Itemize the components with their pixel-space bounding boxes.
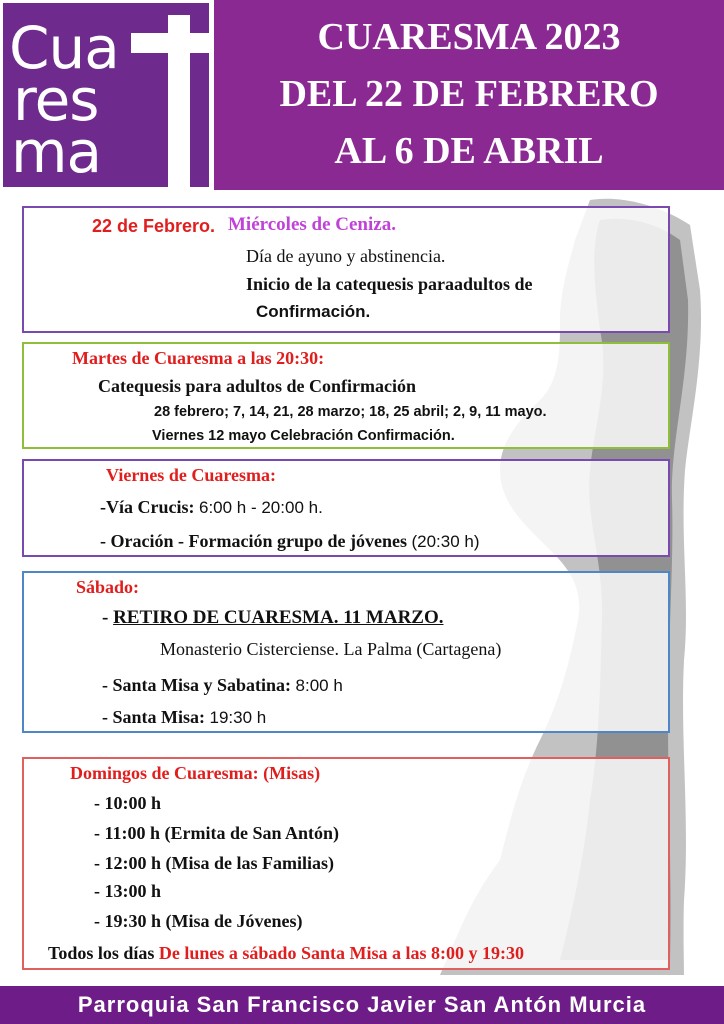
saturday-mass-sab-line [102, 675, 343, 696]
cuaresma-logo [3, 3, 209, 187]
sunday-daily-line [48, 943, 524, 964]
saturday-box [22, 571, 670, 733]
sunday-daily-red: De lunes a sábado Santa Misa a las 8:00 y 19:30 [158, 943, 524, 963]
page-header [214, 0, 724, 190]
saturday-mass-line [102, 707, 266, 728]
sunday-item: - 13:00 h [94, 881, 161, 901]
saturday-mass-time: 19:30 h [209, 708, 267, 727]
tuesday-dates: 28 febrero; 7, 14, 21, 28 marzo; 18, 25 abril; 2, 9, 11 mayo. [154, 404, 547, 420]
tuesday-celebration: Viernes 12 mayo Celebración Confirmación. [152, 428, 455, 444]
tuesday-title: Martes de Cuaresma a las 20:30: [72, 348, 325, 368]
header-line-3: AL 6 DE ABRIL [334, 130, 604, 172]
ash-title: Miércoles de Ceniza. [228, 214, 396, 235]
ash-catechesis-cont: Confirmación. [256, 302, 371, 321]
header-line-2: DEL 22 DE FEBRERO [279, 73, 659, 115]
sunday-item: - 19:30 h (Misa de Jóvenes) [94, 911, 303, 931]
saturday-mass-sab-time: 8:00 h [295, 676, 343, 695]
sunday-title: Domingos de Cuaresma: (Misas) [70, 763, 321, 783]
saturday-monastery: Monasterio Cisterciense. La Palma (Cartagena) [160, 639, 502, 659]
sunday-box [22, 757, 670, 970]
sunday-daily-prefix: Todos los días [48, 943, 155, 963]
saturday-retreat-dash: - [102, 607, 114, 628]
friday-prayer-label: - Oración - Formación grupo de jóvenes [100, 531, 407, 551]
friday-title: Viernes de Cuaresma: [106, 465, 276, 485]
cross-horizontal [131, 33, 209, 53]
friday-via-line [100, 497, 323, 518]
saturday-retreat-line [102, 607, 444, 629]
ash-catechesis: Inicio de la catequesis paraadultos de [246, 274, 533, 294]
saturday-retreat: RETIRO DE CUARESMA. 11 MARZO. [113, 607, 444, 628]
ash-date: 22 de Febrero. [92, 216, 216, 236]
tuesday-subtitle: Catequesis para adultos de Confirmación [98, 376, 417, 396]
friday-prayer-line [100, 531, 480, 552]
logo-line-1: Cua [9, 14, 119, 82]
friday-prayer-time: (20:30 h) [411, 532, 480, 551]
sunday-item: - 11:00 h (Ermita de San Antón) [94, 823, 340, 843]
saturday-title: Sábado: [76, 577, 140, 597]
ash-wednesday-box [22, 206, 670, 333]
tuesday-box [22, 342, 670, 449]
logo-line-3: ma [11, 118, 102, 186]
sunday-item: - 12:00 h (Misa de las Familias) [94, 853, 334, 873]
sunday-item: - 10:00 h [94, 793, 161, 813]
logo-line-2: res [13, 66, 99, 134]
saturday-mass-label: - Santa Misa: [102, 707, 205, 727]
saturday-mass-sab-label: - Santa Misa y Sabatina: [102, 675, 292, 695]
parish-footer: Parroquia San Francisco Javier San Antón Murcia [0, 986, 724, 1024]
friday-box [22, 459, 670, 557]
friday-via-label: -Vía Crucis: [100, 497, 195, 517]
header-line-1: CUARESMA 2023 [317, 16, 621, 58]
ash-fast: Día de ayuno y abstinencia. [246, 246, 446, 266]
friday-via-times: 6:00 h - 20:00 h. [198, 498, 323, 517]
